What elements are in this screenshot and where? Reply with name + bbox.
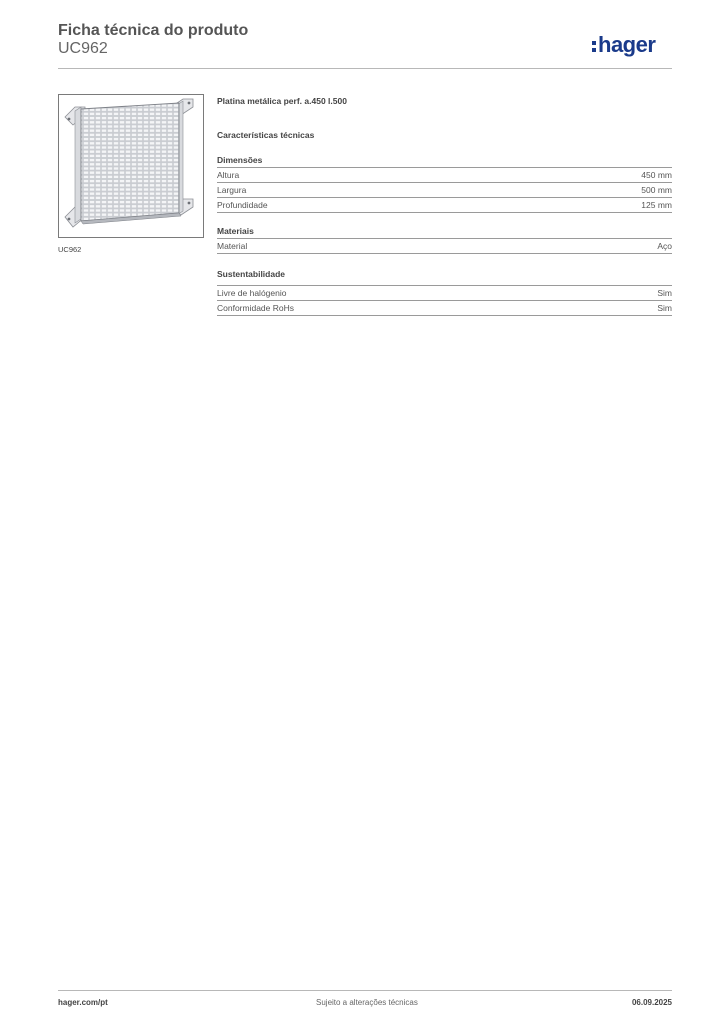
footer-notice: Sujeito a alterações técnicas	[316, 998, 418, 1007]
spec-row	[217, 239, 672, 254]
spec-group-materials	[217, 225, 672, 254]
spec-row	[217, 183, 672, 198]
spec-row	[217, 286, 672, 301]
product-image	[58, 94, 204, 238]
product-code: UC962	[58, 40, 108, 57]
perforated-plate-illustration	[59, 95, 203, 237]
group-title: Sustentabilidade	[217, 269, 286, 279]
document-title: Ficha técnica do produto	[58, 22, 249, 39]
document-header	[58, 20, 672, 68]
image-caption: UC962	[58, 245, 82, 254]
spec-value: Aço	[657, 241, 672, 251]
footer-divider	[58, 990, 672, 991]
spec-label: Largura	[217, 185, 247, 195]
header-divider	[58, 68, 672, 69]
spec-label: Livre de halógenio	[217, 288, 287, 298]
spec-group-dimensions	[217, 154, 672, 213]
spec-row	[217, 301, 672, 316]
footer-date: 06.09.2025	[631, 998, 672, 1007]
section-title: Características técnicas	[217, 130, 315, 140]
logo-text: hager	[598, 32, 656, 57]
spec-value: 450 mm	[641, 170, 672, 180]
hager-logo	[590, 30, 672, 60]
spec-value: Sim	[657, 303, 672, 313]
spec-value: 500 mm	[641, 185, 672, 195]
spec-value: 125 mm	[641, 200, 672, 210]
spec-row	[217, 198, 672, 213]
spec-label: Altura	[217, 170, 240, 180]
footer-website: hager.com/pt	[58, 998, 108, 1007]
spec-value: Sim	[657, 288, 672, 298]
group-title: Dimensões	[217, 154, 672, 168]
group-title: Materiais	[217, 225, 672, 239]
spec-group-sustainability	[217, 268, 672, 316]
product-name: Platina metálica perf. a.450 l.500	[217, 96, 347, 106]
spec-row	[217, 168, 672, 183]
spec-sheet	[217, 96, 672, 316]
spec-label: Profundidade	[217, 200, 268, 210]
spec-label: Material	[217, 241, 248, 251]
spec-label: Conformidade RoHs	[217, 303, 295, 313]
